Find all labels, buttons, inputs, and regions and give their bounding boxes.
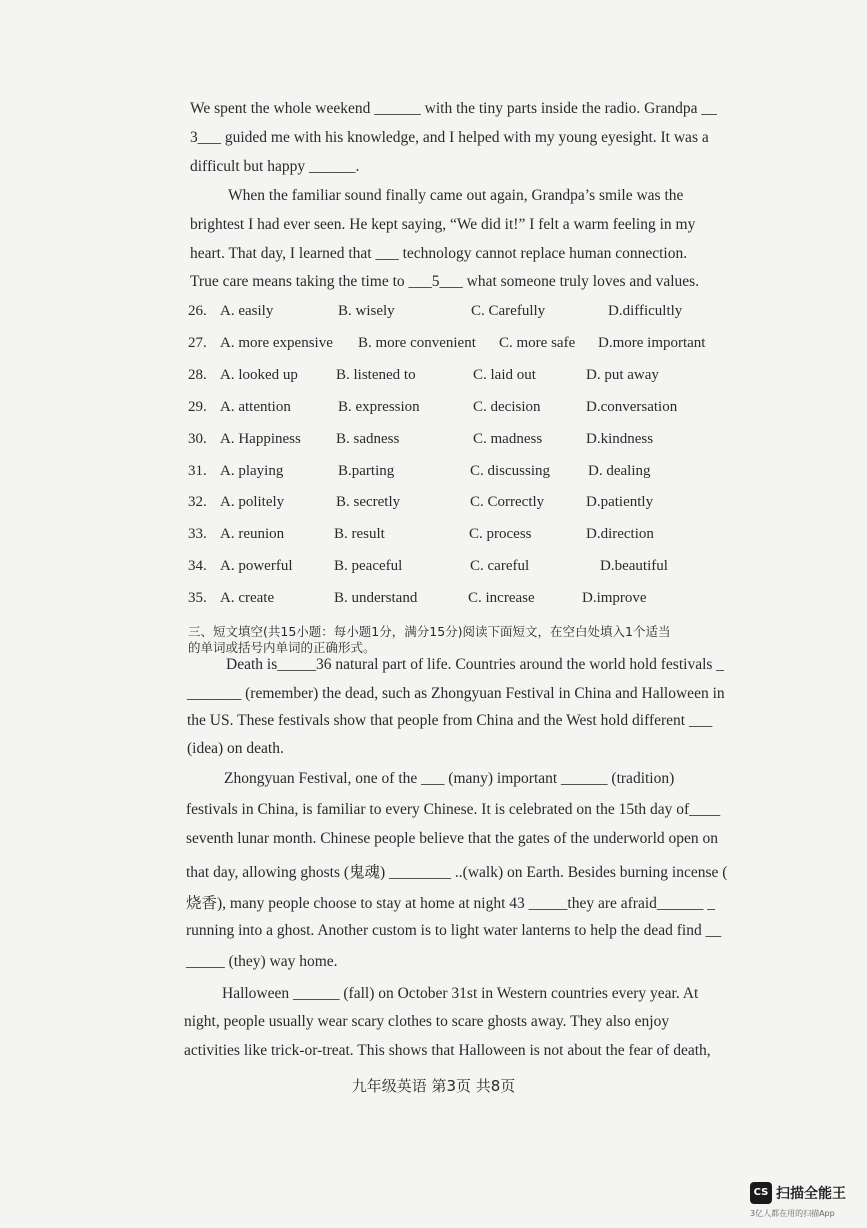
passage1-line-7: True care means taking the time to ___5___ what someone truly loves and values.	[190, 273, 700, 290]
option-a: A. politely	[220, 494, 285, 510]
option-c: C. careful	[470, 558, 530, 574]
option-b: B. more convenient	[358, 335, 476, 351]
passage2-line-14: activities like trick-or-treat. This shows that Halloween is not about the fear of death,	[184, 1042, 711, 1059]
option-b: B. understand	[334, 590, 418, 606]
option-a: A. Happiness	[220, 431, 301, 447]
passage2-line-4: (idea) on death.	[187, 740, 284, 757]
option-b: B. listened to	[336, 367, 416, 383]
passage2-line-1: Death is_____36 natural part of life. Countries around the world hold festivals _	[226, 656, 725, 673]
question-number: 29.	[188, 399, 207, 415]
option-c: C. increase	[468, 590, 535, 606]
option-c: C. discussing	[470, 463, 551, 479]
option-c: C. madness	[473, 431, 543, 447]
question-number: 35.	[188, 590, 207, 606]
passage1-line-1: We spent the whole weekend ______ with the tiny parts inside the radio. Grandpa __	[190, 100, 717, 117]
passage1-line-4: When the familiar sound finally came out again, Grandpa’s smile was the	[228, 187, 684, 204]
option-d: D. dealing	[588, 463, 651, 479]
watermark-subtitle: 3亿人都在用的扫描App	[750, 1209, 835, 1218]
option-c: C. Carefully	[471, 303, 546, 319]
passage2-line-7: seventh lunar month. Chinese people believe that the gates of the underworld open on	[186, 830, 719, 847]
passage1-line-2: 3___ guided me with his knowledge, and I helped with my young eyesight. It was a	[190, 129, 709, 146]
option-c: C. more safe	[499, 335, 576, 351]
camscanner-logo-icon: CS	[750, 1182, 772, 1204]
option-d: D.improve	[582, 590, 647, 606]
option-a: A. powerful	[220, 558, 293, 574]
passage2-line-6: festivals in China, is familiar to every Chinese. It is celebrated on the 15th day of____	[186, 801, 721, 818]
option-d: D.patiently	[586, 494, 654, 510]
question-number: 33.	[188, 526, 207, 542]
option-a: A. looked up	[220, 367, 298, 383]
option-b: B.parting	[338, 463, 395, 479]
passage1-line-6: heart. That day, I learned that ___ technology cannot replace human connection.	[190, 245, 688, 262]
option-a: A. attention	[220, 399, 291, 415]
option-b: B. result	[334, 526, 385, 542]
passage2-line-3: the US. These festivals show that people from China and the West hold different ___	[187, 712, 713, 729]
question-number: 28.	[188, 367, 207, 383]
passage2-line-10: running into a ghost. Another custom is to light water lanterns to help the dead find __	[186, 922, 722, 939]
option-c: C. laid out	[473, 367, 536, 383]
question-number: 34.	[188, 558, 207, 574]
watermark-title: 扫描全能王	[776, 1186, 846, 1202]
question-number: 30.	[188, 431, 207, 447]
question-number: 31.	[188, 463, 207, 479]
question-number: 27.	[188, 335, 207, 351]
option-b: B. peaceful	[334, 558, 403, 574]
option-c: C. process	[469, 526, 532, 542]
passage2-line-5: Zhongyuan Festival, one of the ___ (many) important ______ (tradition)	[224, 770, 675, 787]
section-heading-line-1: 三、短文填空(共15小题：每小题1分，满分15分)阅读下面短文，在空白处填入1个适当	[188, 624, 671, 639]
option-d: D.conversation	[586, 399, 678, 415]
passage2-line-13: night, people usually wear scary clothes to scare ghosts away. They also enjoy	[184, 1013, 670, 1030]
option-d: D.direction	[586, 526, 654, 542]
passage2-line-9: 烧香), many people choose to stay at home at night 43 _____they are afraid______ _	[186, 895, 716, 912]
section-heading-line-2: 的单词或括号内单词的正确形式。	[188, 640, 376, 655]
passage2-line-11: _____ (they) way home.	[186, 953, 338, 970]
scanner-watermark	[750, 1182, 860, 1222]
option-a: A. easily	[220, 303, 274, 319]
option-a: A. create	[220, 590, 275, 606]
passage2-line-8: that day, allowing ghosts (鬼魂) ________ ..(walk) on Earth. Besides burning incense (	[186, 864, 728, 881]
option-b: B. sadness	[336, 431, 400, 447]
option-a: A. playing	[220, 463, 284, 479]
question-number: 26.	[188, 303, 207, 319]
option-c: C. decision	[473, 399, 541, 415]
option-b: B. expression	[338, 399, 420, 415]
option-b: B. secretly	[336, 494, 401, 510]
question-number: 32.	[188, 494, 207, 510]
passage2-line-12: Halloween ______ (fall) on October 31st in Western countries every year. At	[222, 985, 699, 1002]
option-d: D.difficultly	[608, 303, 683, 319]
passage1-line-3: difficult but happy ______.	[190, 158, 360, 175]
passage1-line-5: brightest I had ever seen. He kept saying, “We did it!” I felt a warm feeling in my	[190, 216, 696, 233]
passage2-line-2: _______ (remember) the dead, such as Zhongyuan Festival in China and Halloween in	[187, 685, 725, 702]
option-d: D.more important	[598, 335, 706, 351]
option-c: C. Correctly	[470, 494, 545, 510]
option-a: A. reunion	[220, 526, 285, 542]
option-d: D.beautiful	[600, 558, 668, 574]
page-footer: 九年级英语 第3页 共8页	[351, 1077, 516, 1095]
option-a: A. more expensive	[220, 335, 333, 351]
option-b: B. wisely	[338, 303, 395, 319]
option-d: D. put away	[586, 367, 659, 383]
option-d: D.kindness	[586, 431, 654, 447]
